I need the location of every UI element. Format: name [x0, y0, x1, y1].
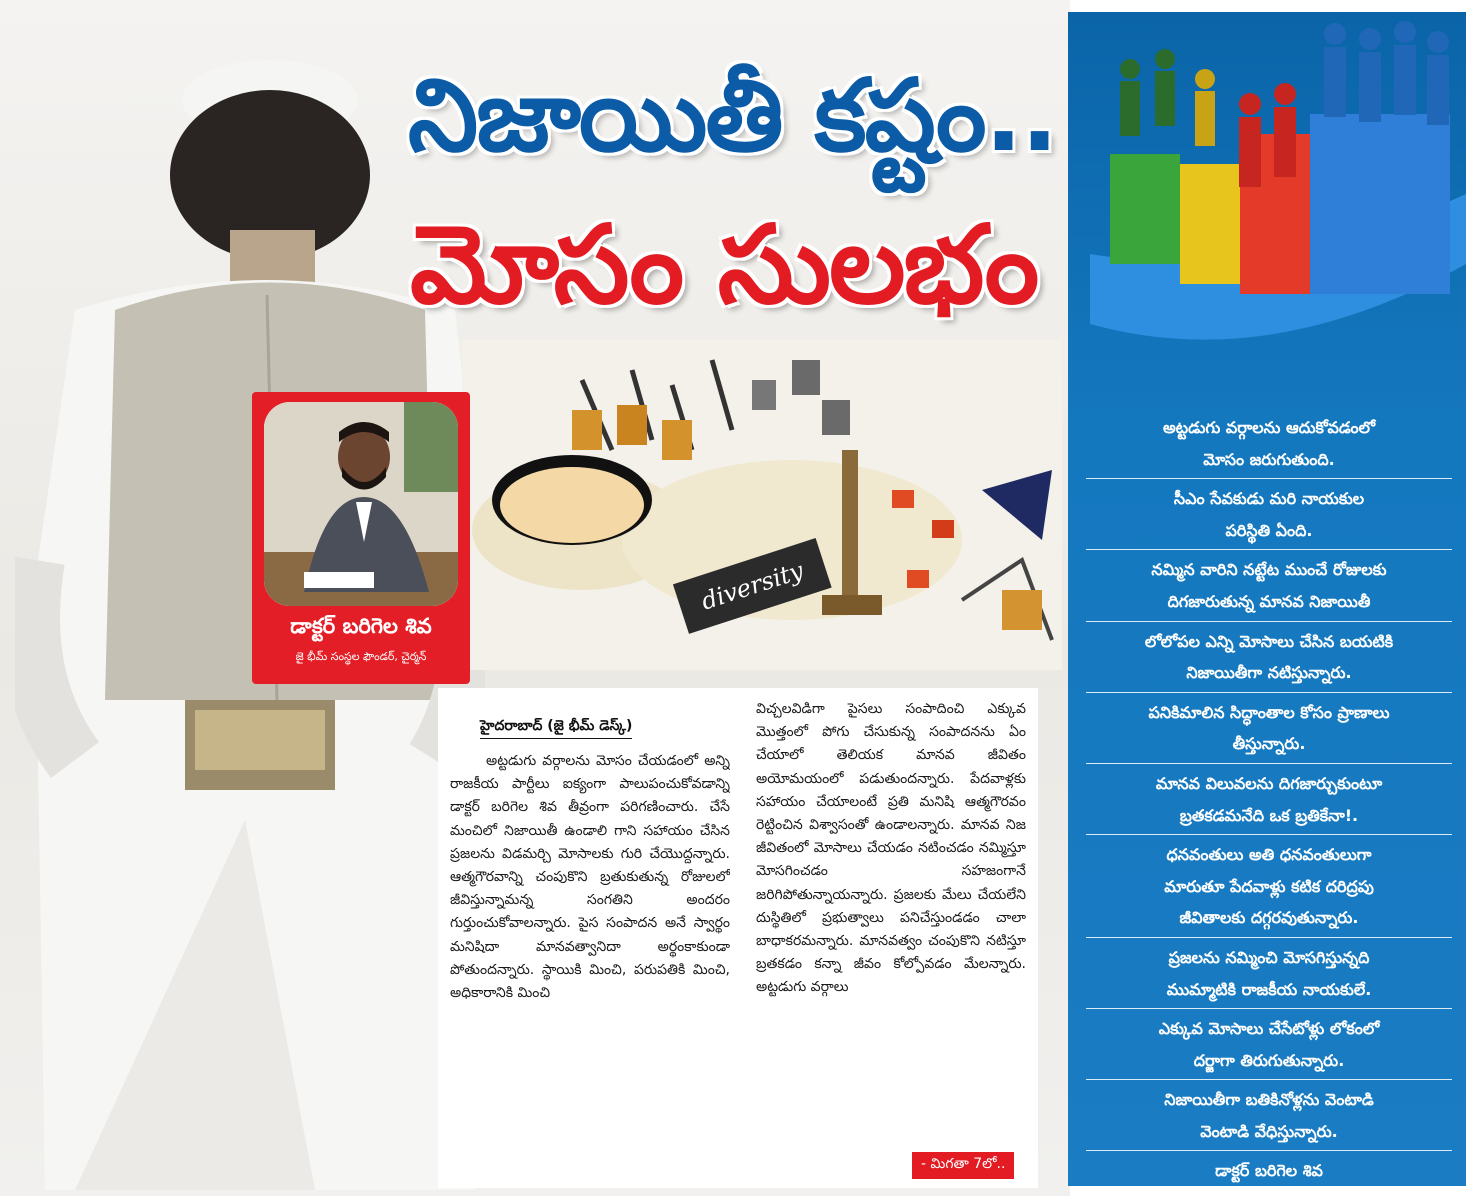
article-dateline: హైదరాబాద్ (జై భీమ్ డెస్క్) — [480, 718, 632, 739]
highlight-item: ధనవంతులు అతి ధనవంతులుగా మారుతూ పేదవాళ్లు కటిక దరిద్రపు జీవితాలకు దగ్గరవుతున్నారు. — [1086, 839, 1452, 938]
article-column-2: విచ్చలవిడిగా పైసలు సంపాదించి ఎక్కువ మొత్తంలో పోగు చేసుకున్న సంపాదనను ఏం చేయాలో తెలియక మానవ జీవితం అయోమయంలో పడుతుందన్నారు. పేదవాళ్లకు సహాయం చేయాలంటే ప్రతి మనిషి ఆత్మగౌరవం రెట్టించిన విశ్వాసంతో ఉండాలన్నారు. మానవ నిజ జీవితంలో మోసాలు చేయడం నటించడం నమ్మిస్తూ మోసగించడం సహజంగానే జరిగిపోతున్నాయన్నారు. ప్రజలకు మేలు చేయలేని దుస్థితిలో ప్రభుత్వాలు పనిచేస్తుండడం చాలా బాధాకరమన్నారు. మానవత్వం చంపుకొని నటిస్తూ బ్రతకడం కన్నా జీవం కోల్పోవడం మేలన్నారు. అట్టడుగు వర్గాలు — [756, 701, 1026, 996]
highlight-item: ప్రజలను నమ్మించి మోసగిస్తున్నది ముమ్మాటికి రాజకీయ నాయకులే. — [1086, 942, 1452, 1009]
headline-line-1: నిజాయితీ కష్టం.. — [408, 57, 1057, 174]
author-name: డాక్టర్ బరిగెల శివ — [290, 614, 432, 638]
author-photo — [264, 402, 458, 606]
continued-badge: - మిగతా 7లో.. — [912, 1152, 1014, 1179]
author-role: జై భీమ్ సంస్థల ఫౌండర్, చైర్మన్ — [295, 650, 427, 663]
highlight-item: నమ్మిన వారిని నట్టేట ముంచే రోజులకు దిగజారుతున్న మానవ నిజాయితీ — [1086, 554, 1452, 621]
cartoon-sign-text: diversity — [697, 556, 807, 616]
highlight-item: సీఎం సేవకుడు మరి నాయకుల పరిస్థితి ఏంది. — [1086, 483, 1452, 550]
highlights-list — [1086, 412, 1452, 1194]
article-body — [438, 688, 1038, 1188]
author-card — [252, 392, 470, 684]
cartoon-illustration — [462, 340, 1062, 670]
article-column-1: అట్టడుగు వర్గాలను మోసం చేయడంలో అన్ని రాజకీయ పార్టీలు ఐక్యంగా పాలుపంచుకోవడాన్ని డాక్టర్ బరిగెల శివ తీవ్రంగా పరిగణించారు. చేసే మంచిలో నిజాయితీ ఉండాలి గాని సహాయం చేసిన ప్రజలను విడమర్చి మోసాలకు గురి చేయొద్దన్నారు. ఆత్మగౌరవాన్ని చంపుకొని బ్రతుకుతున్న రోజులలో జీవిస్తున్నామన్న సంగతిని అందరం గుర్తుంచుకోవాలన్నారు. పైస సంపాదన అనే స్వార్థం మనిషిదా మానవత్వానిదా అర్థంకాకుండా పోతుందన్నారు. స్థాయికి మించి, పరుపతికి మించి, అధికారానికి మించి — [450, 753, 730, 1002]
headline-line-2: మోసం సులభం — [410, 203, 1038, 328]
highlight-item: అట్టడుగు వర్గాలను ఆదుకోవడంలో మోసం జరుగుతుంది. — [1086, 412, 1452, 479]
people-bar-graphic — [1070, 14, 1466, 344]
highlight-item: ఎక్కువ మోసాలు చేసేటోళ్లు లోకంలో దర్జాగా తిరుగుతున్నారు. — [1086, 1013, 1452, 1080]
highlight-item: లోలోపల ఎన్ని మోసాలు చేసిన బయటికి నిజాయితీగా నటిస్తున్నారు. — [1086, 626, 1452, 693]
highlight-signature: డాక్టర్ బరిగెల శివ — [1215, 1161, 1323, 1181]
highlight-item: పనికిమాలిన సిద్ధాంతాల కోసం ప్రాణాలు తీస్తున్నారు. — [1086, 697, 1452, 764]
highlight-item: నిజాయితీగా బతికినోళ్లను వెంటాడి వెంటాడి వేధిస్తున్నారు. — [1086, 1084, 1452, 1151]
highlight-item: మానవ విలువలను దిగజార్చుకుంటూ బ్రతకడమనేది ఒక బ్రతికేనా!. — [1086, 768, 1452, 835]
